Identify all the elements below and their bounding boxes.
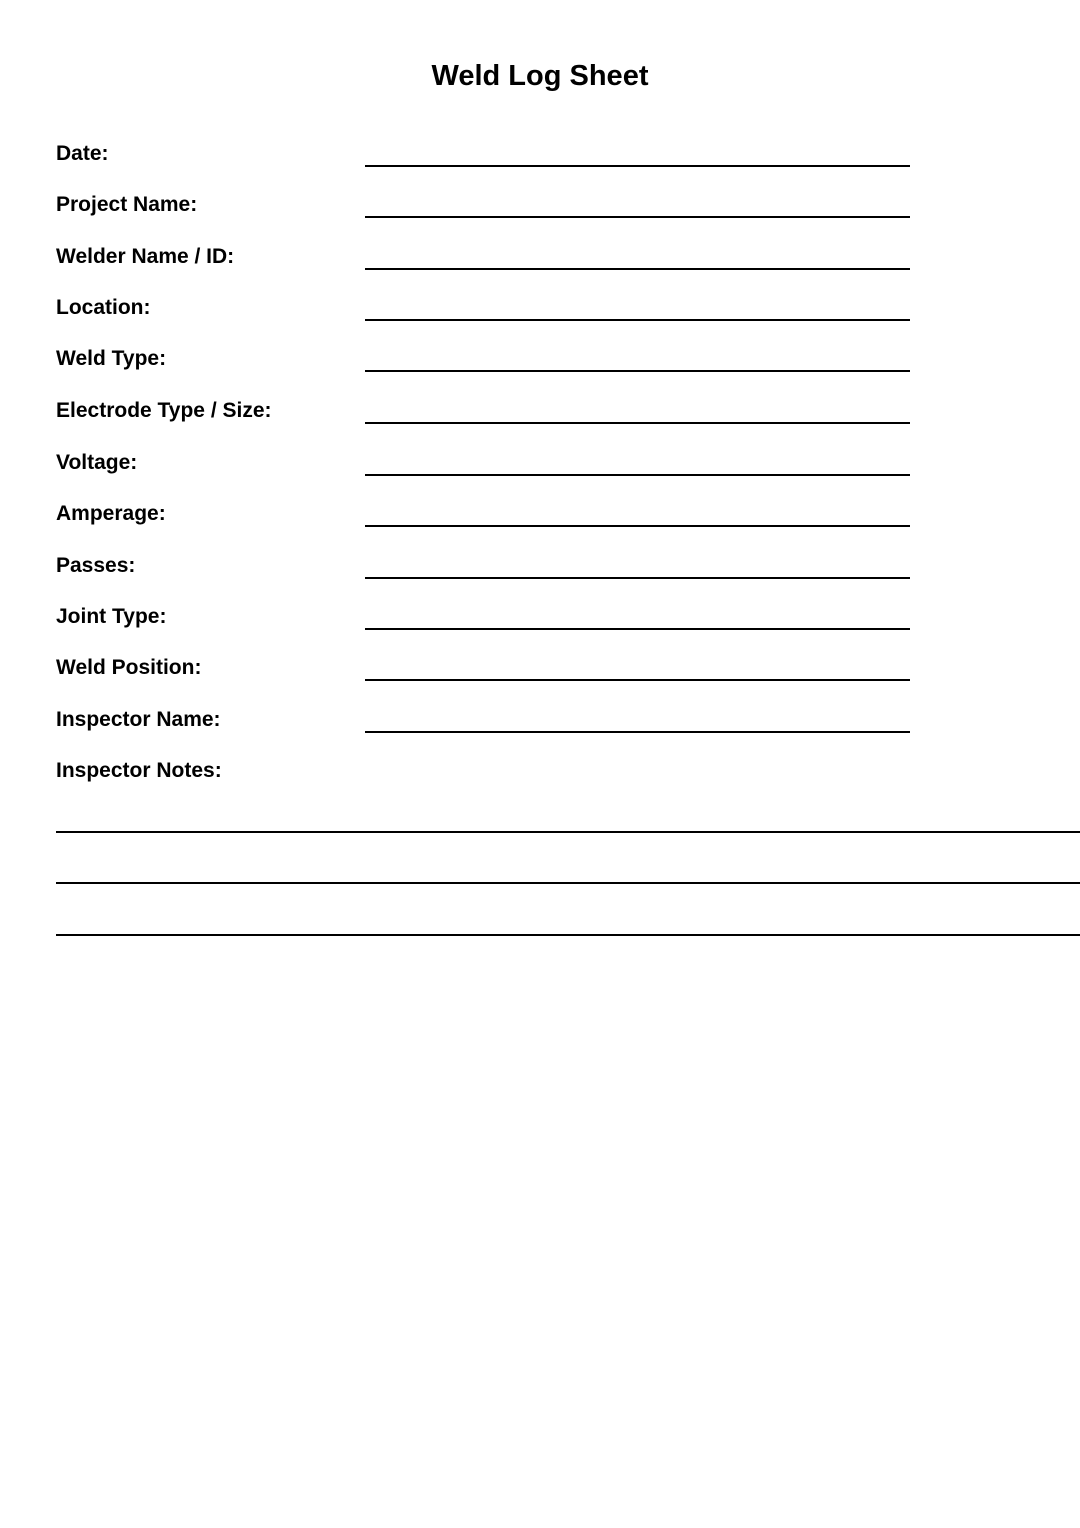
field-label: Weld Position:	[56, 656, 202, 679]
field-label: Voltage:	[56, 451, 138, 474]
field-project-name	[56, 192, 910, 222]
field-date	[56, 141, 910, 171]
field-label: Date:	[56, 142, 109, 165]
field-label: Welder Name / ID:	[56, 245, 235, 268]
passes-fill-line[interactable]	[365, 577, 910, 579]
notes-line-2[interactable]	[56, 882, 1080, 884]
notes-line-1[interactable]	[56, 831, 1080, 833]
field-inspector-name	[56, 707, 910, 737]
project-name-fill-line[interactable]	[365, 216, 910, 218]
field-location	[56, 295, 910, 325]
joint-type-fill-line[interactable]	[365, 628, 910, 630]
amperage-fill-line[interactable]	[365, 525, 910, 527]
weld-position-fill-line[interactable]	[365, 679, 910, 681]
electrode-type-size-fill-line[interactable]	[365, 422, 910, 424]
field-electrode-type-size	[56, 398, 910, 428]
field-weld-position	[56, 655, 910, 685]
voltage-fill-line[interactable]	[365, 474, 910, 476]
field-amperage	[56, 501, 910, 531]
date-fill-line[interactable]	[365, 165, 910, 167]
field-label: Amperage:	[56, 502, 166, 525]
field-welder-name-id	[56, 244, 910, 274]
page-title: Weld Log Sheet	[431, 60, 649, 92]
field-label: Inspector Name:	[56, 708, 221, 731]
notes-line-3[interactable]	[56, 934, 1080, 936]
field-label: Location:	[56, 296, 151, 319]
location-fill-line[interactable]	[365, 319, 910, 321]
field-label: Joint Type:	[56, 605, 167, 628]
field-passes	[56, 553, 910, 583]
field-joint-type	[56, 604, 910, 634]
field-label: Passes:	[56, 554, 136, 577]
inspector-notes-label: Inspector Notes:	[56, 759, 222, 782]
weld-type-fill-line[interactable]	[365, 370, 910, 372]
inspector-name-fill-line[interactable]	[365, 731, 910, 733]
welder-name-id-fill-line[interactable]	[365, 268, 910, 270]
field-label: Weld Type:	[56, 347, 167, 370]
field-label: Electrode Type / Size:	[56, 399, 272, 422]
field-label: Project Name:	[56, 193, 198, 216]
field-voltage	[56, 450, 910, 480]
field-weld-type	[56, 346, 910, 376]
